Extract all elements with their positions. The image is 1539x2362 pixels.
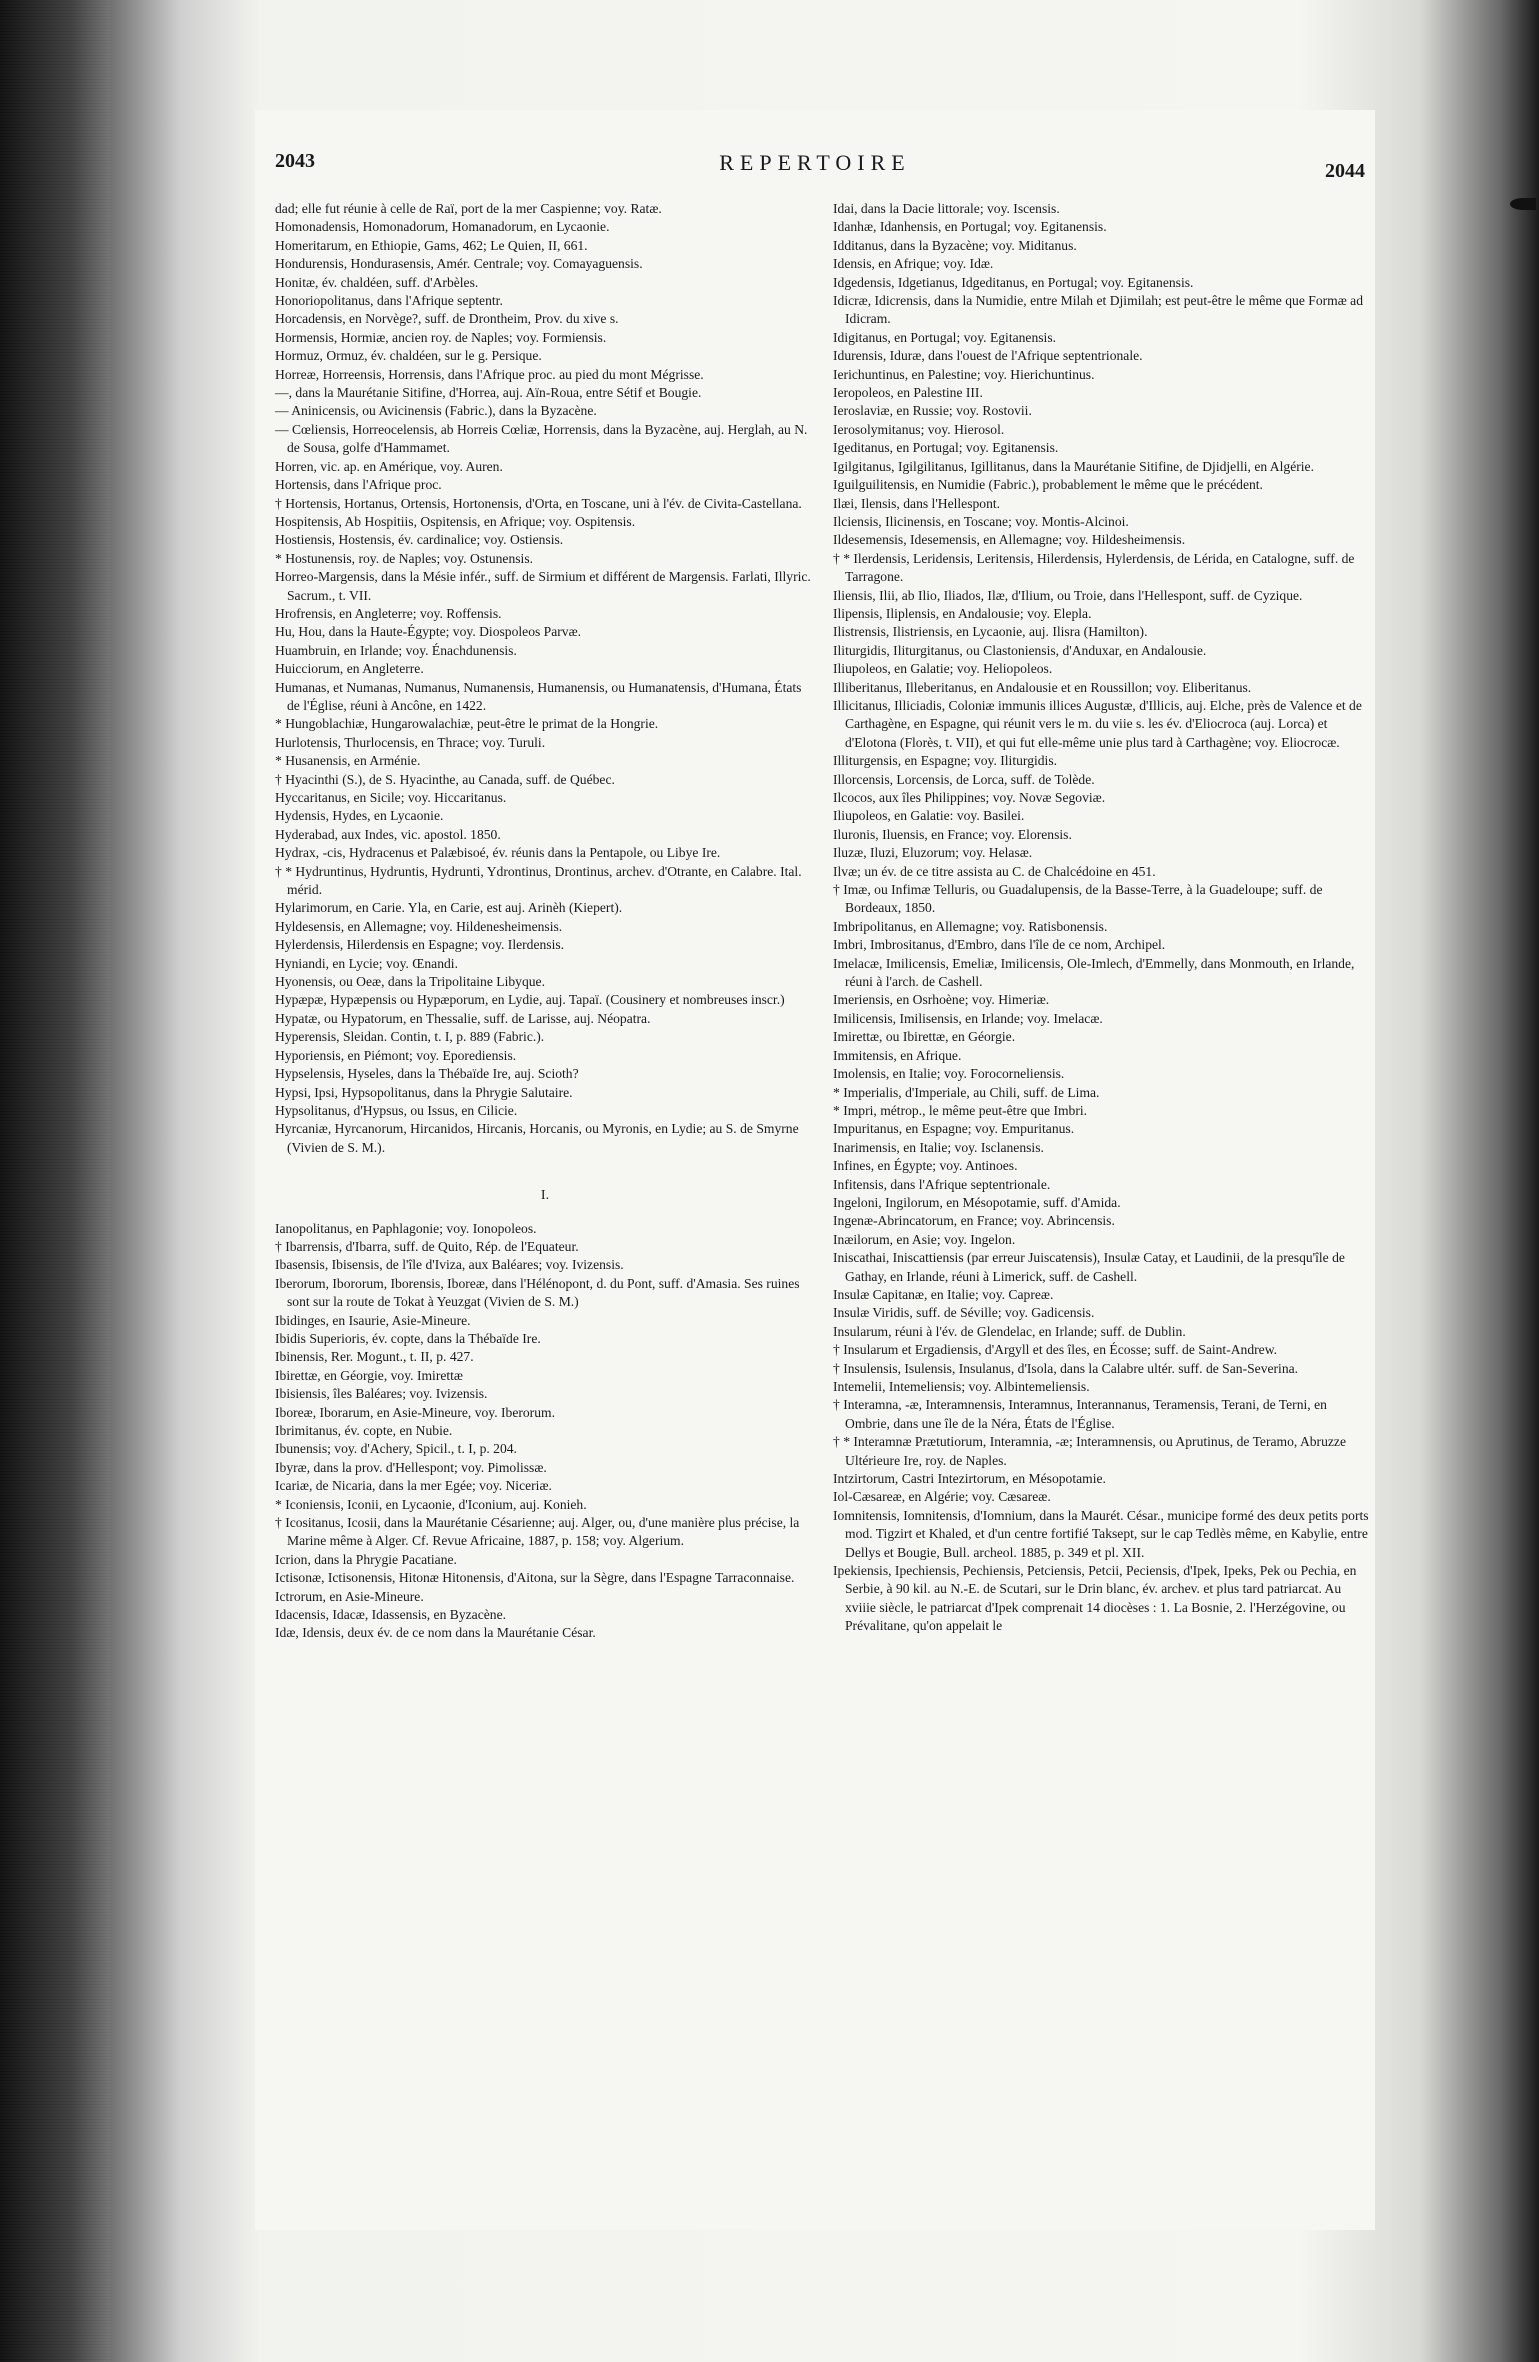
- entry: Hydrax, -cis, Hydracenus et Palæbisoé, év. réunis dans la Pentapole, ou Libye Ire.: [275, 845, 721, 861]
- entry: Ilipensis, Iliplensis, en Andalousie; voy. Elepla.: [833, 605, 1092, 621]
- entry: Idgedensis, Idgetianus, Idgeditanus, en Portugal; voy. Egitanensis.: [833, 274, 1194, 290]
- entry: † Imæ, ou Infimæ Telluris, ou Guadalupensis, de la Basse-Terre, à la Guadeloupe; suff. de Bordeaux, 1850.: [833, 882, 1323, 916]
- entry: Huambruin, en Irlande; voy. Énachdunensis.: [275, 642, 517, 658]
- entry: Iliturgidis, Iliturgitanus, ou Clastoniensis, d'Anduxar, en Andalousie.: [833, 642, 1207, 658]
- entry: Intemelii, Intemeliensis; voy. Albintemeliensis.: [833, 1379, 1090, 1394]
- entry: Ibidinges, en Isaurie, Asie-Mineure.: [275, 1312, 471, 1328]
- page: [255, 110, 1375, 2230]
- entry: † Insularum et Ergadiensis, d'Argyll et des îles, en Écosse; suff. de Saint-Andrew.: [833, 1342, 1278, 1358]
- entry: † * Ilerdensis, Leridensis, Leritensis, Hilerdensis, Hylerdensis, de Lérida, en Catalogne, suff. de Tarragone.: [833, 550, 1355, 585]
- entry: Infitensis, dans l'Afrique septentrionale.: [833, 1176, 1051, 1192]
- entry: Hostiensis, Hostensis, év. cardinalice; voy. Ostiensis.: [275, 532, 564, 548]
- entry: * Hungoblachiæ, Hungarowalachiæ, peut-être le primat de la Hongrie.: [275, 716, 659, 732]
- entry: Huicciorum, en Angleterre.: [275, 661, 424, 677]
- entry: Idai, dans la Dacie littorale; voy. Iscensis.: [833, 201, 1060, 216]
- entry: Idæ, Idensis, deux év. de ce nom dans la Maurétanie César.: [275, 1625, 596, 1641]
- entry: Iniscathai, Iniscattiensis (par erreur Juiscatensis), Insulæ Catay, et Laudinii, de la presqu'île de Gathay, en Irlande, réuni à Limerick, suff. de Cashell.: [833, 1250, 1345, 1284]
- entry: * Hostunensis, roy. de Naples; voy. Ostunensis.: [275, 550, 534, 566]
- entry: Imirettæ, ou Ibirettæ, en Géorgie.: [833, 1029, 1016, 1045]
- entry: Insulæ Viridis, suff. de Séville; voy. Gadicensis.: [833, 1305, 1095, 1321]
- entry: Ieroslaviæ, en Russie; voy. Rostovii.: [833, 403, 1032, 419]
- entry: Ilcocos, aux îles Philippines; voy. Novæ Segoviæ.: [833, 790, 1106, 805]
- entry: Ierichuntinus, en Palestine; voy. Hierichuntinus.: [833, 366, 1095, 382]
- entry: Idurensis, Iduræ, dans l'ouest de l'Afrique septentrionale.: [833, 348, 1143, 364]
- page-tab-mark: [1510, 198, 1536, 210]
- entry: Ingenæ-Abrincatorum, en France; voy. Abrincensis.: [833, 1213, 1115, 1229]
- entry: Horren, vic. ap. en Amérique, voy. Auren.: [275, 458, 503, 474]
- entry: Hyderabad, aux Indes, vic. apostol. 1850.: [275, 826, 501, 842]
- page-number-left: 2043: [275, 150, 315, 172]
- entry: Hurlotensis, Thurlocensis, en Thrace; voy. Turuli.: [275, 734, 546, 750]
- entry: Iluronis, Iluensis, en France; voy. Elorensis.: [833, 826, 1072, 842]
- entry: Icariæ, de Nicaria, dans la mer Egée; voy. Niceriæ.: [275, 1478, 552, 1494]
- entry: † * Interamnæ Prætutiorum, Interamnia, -æ; Interamnensis, ou Aprutinus, de Teramo, Abruzze Ultérieure Ire, roy. de Naples.: [833, 1434, 1346, 1468]
- entry: Iliensis, Ilii, ab Ilio, Iliados, Ilæ, d'Ilium, ou Troie, dans l'Hellespont, suff. de Cyzique.: [833, 587, 1303, 603]
- entry: Homeritarum, en Ethiopie, Gams, 462; Le Quien, II, 661.: [275, 237, 588, 253]
- entry: Hormensis, Hormiæ, ancien roy. de Naples; voy. Formiensis.: [275, 329, 607, 345]
- entry: Idditanus, dans la Byzacène; voy. Miditanus.: [833, 237, 1077, 253]
- page-header: [255, 150, 1375, 180]
- entry: † Interamna, -æ, Interamnensis, Interamnus, Interannanus, Teramensis, Terani, de Terni, en Ombrie, dans une île de la Néra, États de l'Église.: [833, 1397, 1327, 1431]
- entry: Hyonensis, ou Oeæ, dans la Tripolitaine Libyque.: [275, 974, 545, 990]
- entry: Imolensis, en Italie; voy. Forocorneliensis.: [833, 1066, 1065, 1082]
- entry: Ibunensis; voy. d'Achery, Spicil., t. I, p. 204.: [275, 1441, 517, 1457]
- entry: —, dans la Maurétanie Sitifine, d'Horrea, auj. Aïn-Roua, entre Sétif et Bougie.: [275, 385, 702, 401]
- entry: Ibirettæ, en Géorgie, voy. Imirettæ: [275, 1367, 464, 1383]
- entry: Icrion, dans la Phrygie Pacatiane.: [275, 1551, 457, 1567]
- entry: Ilistrensis, Ilistriensis, en Lycaonie, auj. Ilisra (Hamilton).: [833, 624, 1148, 640]
- entry: Ibrimitanus, év. copte, en Nubie.: [275, 1423, 453, 1438]
- entry: Horreo-Margensis, dans la Mésie infér., suff. de Sirmium et différent de Margensis. Farlati, Illyric. Sacrum., t. VII.: [275, 569, 811, 603]
- entry: † Hortensis, Hortanus, Ortensis, Hortonensis, d'Orta, en Toscane, uni à l'év. de Civita-Castellana.: [275, 495, 802, 511]
- entry: Ibisiensis, îles Baléares; voy. Ivizensis.: [275, 1386, 488, 1402]
- entry: Ibyræ, dans la prov. d'Hellespont; voy. Pimolissæ.: [275, 1459, 547, 1475]
- entry: Humanas, et Numanas, Numanus, Numanensis, Humanensis, ou Humanatensis, d'Humana, États de l'Église, réuni à Ancône, en 1422.: [275, 679, 802, 713]
- entry: * Iconiensis, Iconii, en Lycaonie, d'Iconium, auj. Konieh.: [275, 1496, 587, 1512]
- entry: Idigitanus, en Portugal; voy. Egitanensis.: [833, 329, 1057, 345]
- entry: Insularum, réuni à l'év. de Glendelac, en Irlande; suff. de Dublin.: [833, 1323, 1186, 1339]
- entry: Ilæi, Ilensis, dans l'Hellespont.: [833, 495, 1001, 511]
- entry: Iol-Cæsareæ, en Algérie; voy. Cæsareæ.: [833, 1489, 1051, 1505]
- entry: Iliupoleos, en Galatie; voy. Heliopoleos.: [833, 661, 1053, 677]
- entry: Inæilorum, en Asie; voy. Ingelon.: [833, 1231, 1016, 1247]
- entry: Hyperensis, Sleidan. Contin, t. I, p. 889 (Fabric.).: [275, 1029, 545, 1045]
- entry: Idensis, en Afrique; voy. Idæ.: [833, 256, 994, 272]
- entry: Idicræ, Idicrensis, dans la Numidie, entre Milah et Djimilah; est peut-être le même que Formæ ad Idicram.: [833, 293, 1364, 327]
- entry: Igilgitanus, Igilgilitanus, Igillitanus, dans la Maurétanie Sitifine, de Djidjelli, en Algérie.: [833, 458, 1314, 474]
- entry: Ildesemensis, Idesemensis, en Allemagne; voy. Hildesheimensis.: [833, 532, 1186, 548]
- entry: Hu, Hou, dans la Haute-Égypte; voy. Diospoleos Parvæ.: [275, 624, 582, 640]
- entry: Hyldesensis, en Allemagne; voy. Hildenesheimensis.: [275, 918, 563, 934]
- entry: Hylarimorum, en Carie. Yla, en Carie, est auj. Arinèh (Kiepert).: [275, 900, 623, 916]
- right-column: [833, 200, 1373, 1636]
- entry: Ierosolymitanus; voy. Hierosol.: [833, 421, 1005, 437]
- entry: † Icositanus, Icosii, dans la Maurétanie Césarienne; auj. Alger, ou, d'une manière plus précise, la Marine même à Alger. Cf. Revue Africaine, 1887, p. 158; voy. Algerium.: [275, 1515, 800, 1549]
- entry: Honitæ, év. chaldéen, suff. d'Arbèles.: [275, 274, 479, 290]
- entry: Hydensis, Hydes, en Lycaonie.: [275, 808, 444, 824]
- page-title: REPERTOIRE: [719, 150, 911, 175]
- entry: Impuritanus, en Espagne; voy. Empuritanus.: [833, 1121, 1075, 1137]
- entry: Illorcensis, Lorcensis, de Lorca, suff. de Tolède.: [833, 771, 1095, 787]
- entry: Ieropoleos, en Palestine III.: [833, 385, 983, 401]
- entry: Intzirtorum, Castri Intezirtorum, en Mésopotamie.: [833, 1471, 1106, 1487]
- entry: Hypatæ, ou Hypatorum, en Thessalie, suff. de Larisse, auj. Néopatra.: [275, 1010, 651, 1026]
- entry: Horcadensis, en Norvège?, suff. de Drontheim, Prov. du xive s.: [275, 311, 619, 327]
- entry: Insulæ Capitanæ, en Italie; voy. Capreæ.: [833, 1286, 1054, 1302]
- entry: Hypæpæ, Hypæpensis ou Hypæporum, en Lydie, auj. Tapaï. (Cousinery et nombreuses inscr.): [275, 992, 785, 1008]
- entry: Iomnitensis, Iomnitensis, d'Iomnium, dans la Maurét. César., municipe formé des deux petits ports mod. Tigzirt et Khaled, et d'un centre fortifié Taksept, sur le cap Tedlès même, en Kabylie, entre Dellys et Bougie, Bull. archeol. 1885, p. 349 et pl. XII.: [833, 1507, 1369, 1560]
- entry: † Hyacinthi (S.), de S. Hyacinthe, au Canada, suff. de Québec.: [275, 771, 615, 787]
- entry: — Cœliensis, Horreocelensis, ab Horreis Cœliæ, Horrensis, dans la Byzacène, auj. Herglah, au N. de Sousa, golfe d'Hammamet.: [275, 421, 808, 456]
- binding-shadow: [0, 0, 110, 2362]
- entry: Homonadensis, Homonadorum, Homanadorum, en Lycaonie.: [275, 219, 610, 235]
- entry: Hyniandi, en Lycie; voy. Œnandi.: [275, 955, 458, 971]
- entry: Iliupoleos, en Galatie: voy. Basilei.: [833, 808, 1025, 824]
- entry: Hormuz, Ormuz, év. chaldéen, sur le g. Persique.: [275, 348, 542, 364]
- entry: Iboreæ, Iborarum, en Asie-Mineure, voy. Iberorum.: [275, 1404, 555, 1420]
- left-column: [275, 200, 815, 1643]
- entry: Hrofrensis, en Angleterre; voy. Roffensis.: [275, 605, 502, 621]
- entry: Ipekiensis, Ipechiensis, Pechiensis, Petciensis, Petcii, Peciensis, d'Ipek, Ipeks, Pek ou Pechia, en Serbie, à 90 kil. au N.-E. de Scutari, sur le Drin blanc, év. archev. et plus tard patriarcat. Au xviiie siècle, le patriarcat d'Ipek comprenait 14 diocèses : 1. La Bosnie, 2. l'Herzégovine, ou Prévalitane, qu'on appelait le: [833, 1563, 1357, 1634]
- entry: Honoriopolitanus, dans l'Afrique septentr.: [275, 293, 503, 309]
- entry: Ictrorum, en Asie-Mineure.: [275, 1588, 424, 1604]
- entry: Imbripolitanus, en Allemagne; voy. Ratisbonensis.: [833, 918, 1108, 934]
- entry: Hyrcaniæ, Hyrcanorum, Hircanidos, Hircanis, Horcanis, ou Myronis, en Lydie; au S. de Smyrne (Vivien de S. M.).: [275, 1121, 799, 1155]
- entry: Idanhæ, Idanhensis, en Portugal; voy. Egitanensis.: [833, 219, 1107, 235]
- entry: † * Hydruntinus, Hydruntis, Hydrunti, Ydrontinus, Drontinus, archev. d'Otrante, en Calabre. Ital. mérid.: [275, 863, 802, 898]
- entry: Imbri, Imbrositanus, d'Embro, dans l'île de ce nom, Archipel.: [833, 937, 1166, 953]
- entry: Ictisonæ, Ictisonensis, Hitonæ Hitonensis, d'Aitona, sur la Sègre, dans l'Espagne Tarraconnaise.: [275, 1570, 795, 1586]
- entry: Iguilguilitensis, en Numidie (Fabric.), probablement le même que le précédent.: [833, 477, 1263, 493]
- entry: Immitensis, en Afrique.: [833, 1047, 962, 1063]
- entry: Idacensis, Idacæ, Idassensis, en Byzacène.: [275, 1607, 507, 1623]
- entry: Ilvæ; un év. de ce titre assista au C. de Chalcédoine en 451.: [833, 863, 1156, 879]
- entry: Iberorum, Ibororum, Iborensis, Iboreæ, dans l'Hélénopont, d. du Pont, suff. d'Amasia. Ses ruines sont sur la route de Tokat à Yeuzgat (Vivien de S. M.): [275, 1275, 800, 1310]
- entry: Illiturgensis, en Espagne; voy. Iliturgidis.: [833, 753, 1058, 769]
- entry: Imilicensis, Imilisensis, en Irlande; voy. Imelacæ.: [833, 1010, 1103, 1026]
- entry: Horreæ, Horreensis, Horrensis, dans l'Afrique proc. au pied du mont Mégrisse.: [275, 366, 704, 382]
- entry: Ianopolitanus, en Paphlagonie; voy. Ionopoleos.: [275, 1220, 537, 1236]
- page-number-right: 2044: [1325, 160, 1365, 182]
- entry: † Ibarrensis, d'Ibarra, suff. de Quito, Rép. de l'Equateur.: [275, 1238, 579, 1254]
- entry: Iluzæ, Iluzi, Eluzorum; voy. Helasæ.: [833, 845, 1033, 861]
- entry: Hortensis, dans l'Afrique proc.: [275, 477, 442, 493]
- section-heading: I.: [540, 1188, 550, 1204]
- entry: Ibinensis, Rer. Mogunt., t. II, p. 427.: [275, 1349, 474, 1365]
- entry: Imeriensis, en Osrhoène; voy. Himeriæ.: [833, 992, 1050, 1008]
- entry: Infines, en Égypte; voy. Antinoes.: [833, 1158, 1018, 1174]
- entry: * Husanensis, en Arménie.: [275, 753, 421, 769]
- entry: Hypselensis, Hyseles, dans la Thébaïde Ire, auj. Scioth?: [275, 1066, 579, 1082]
- entry: † Insulensis, Isulensis, Insulanus, d'Isola, dans la Calabre ultér. suff. de San-Severina.: [833, 1360, 1299, 1376]
- entry: * Imperialis, d'Imperiale, au Chili, suff. de Lima.: [833, 1084, 1100, 1100]
- entry: Hondurensis, Hondurasensis, Amér. Centrale; voy. Comayaguensis.: [275, 256, 643, 272]
- entry: Ilciensis, Ilicinensis, en Toscane; voy. Montis-Alcinoi.: [833, 513, 1129, 529]
- entry: Hypsi, Ipsi, Hypsopolitanus, dans la Phrygie Salutaire.: [275, 1084, 573, 1100]
- entry: Imelacæ, Imilicensis, Emeliæ, Imilicensis, Ole-Imlech, d'Emmelly, dans Monmouth, en Irlande, réuni à l'arch. de Cashell.: [833, 955, 1355, 990]
- entry: — Aninicensis, ou Avicinensis (Fabric.), dans la Byzacène.: [275, 403, 597, 419]
- entry: Illicitanus, Illiciadis, Coloniæ immunis illices Augustæ, d'Illicis, auj. Elche, près de Valence et de Carthagène, en Espagne, qui réunit vers le m. du viie s. les év. d'Eliocroca (auj. Lorca) et d'Elotona (Florès, t. VII), et qui fut elle-même unie plus tard à Carthagène; voy. Eliocrocæ.: [833, 697, 1362, 750]
- entry: Ingeloni, Ingilorum, en Mésopotamie, suff. d'Amida.: [833, 1194, 1121, 1210]
- entry: Ibasensis, Ibisensis, de l'île d'Iviza, aux Baléares; voy. Ivizensis.: [275, 1257, 624, 1273]
- entry: Inarimensis, en Italie; voy. Isclanensis.: [833, 1139, 1044, 1155]
- entry: Hypsolitanus, d'Hypsus, ou Issus, en Cilicie.: [275, 1102, 518, 1118]
- entry: Hospitensis, Ab Hospitiis, Ospitensis, en Afrique; voy. Ospitensis.: [275, 513, 636, 529]
- entry: dad; elle fut réunie à celle de Raï, port de la mer Caspienne; voy. Ratæ.: [275, 201, 662, 216]
- entry: Hyporiensis, en Piémont; voy. Eporediensis.: [275, 1047, 517, 1063]
- entry: Igeditanus, en Portugal; voy. Egitanensis.: [833, 440, 1059, 456]
- entry: Hylerdensis, Hilerdensis en Espagne; voy. Ilerdensis.: [275, 937, 565, 953]
- entry: Illiberitanus, Illeberitanus, en Andalousie et en Roussillon; voy. Eliberitanus.: [833, 679, 1252, 695]
- entry: Ibidis Superioris, év. copte, dans la Thébaïde Ire.: [275, 1330, 541, 1346]
- entry: Hyccaritanus, en Sicile; voy. Hiccaritanus.: [275, 790, 507, 805]
- entry: * Impri, métrop., le même peut-être que Imbri.: [833, 1102, 1088, 1118]
